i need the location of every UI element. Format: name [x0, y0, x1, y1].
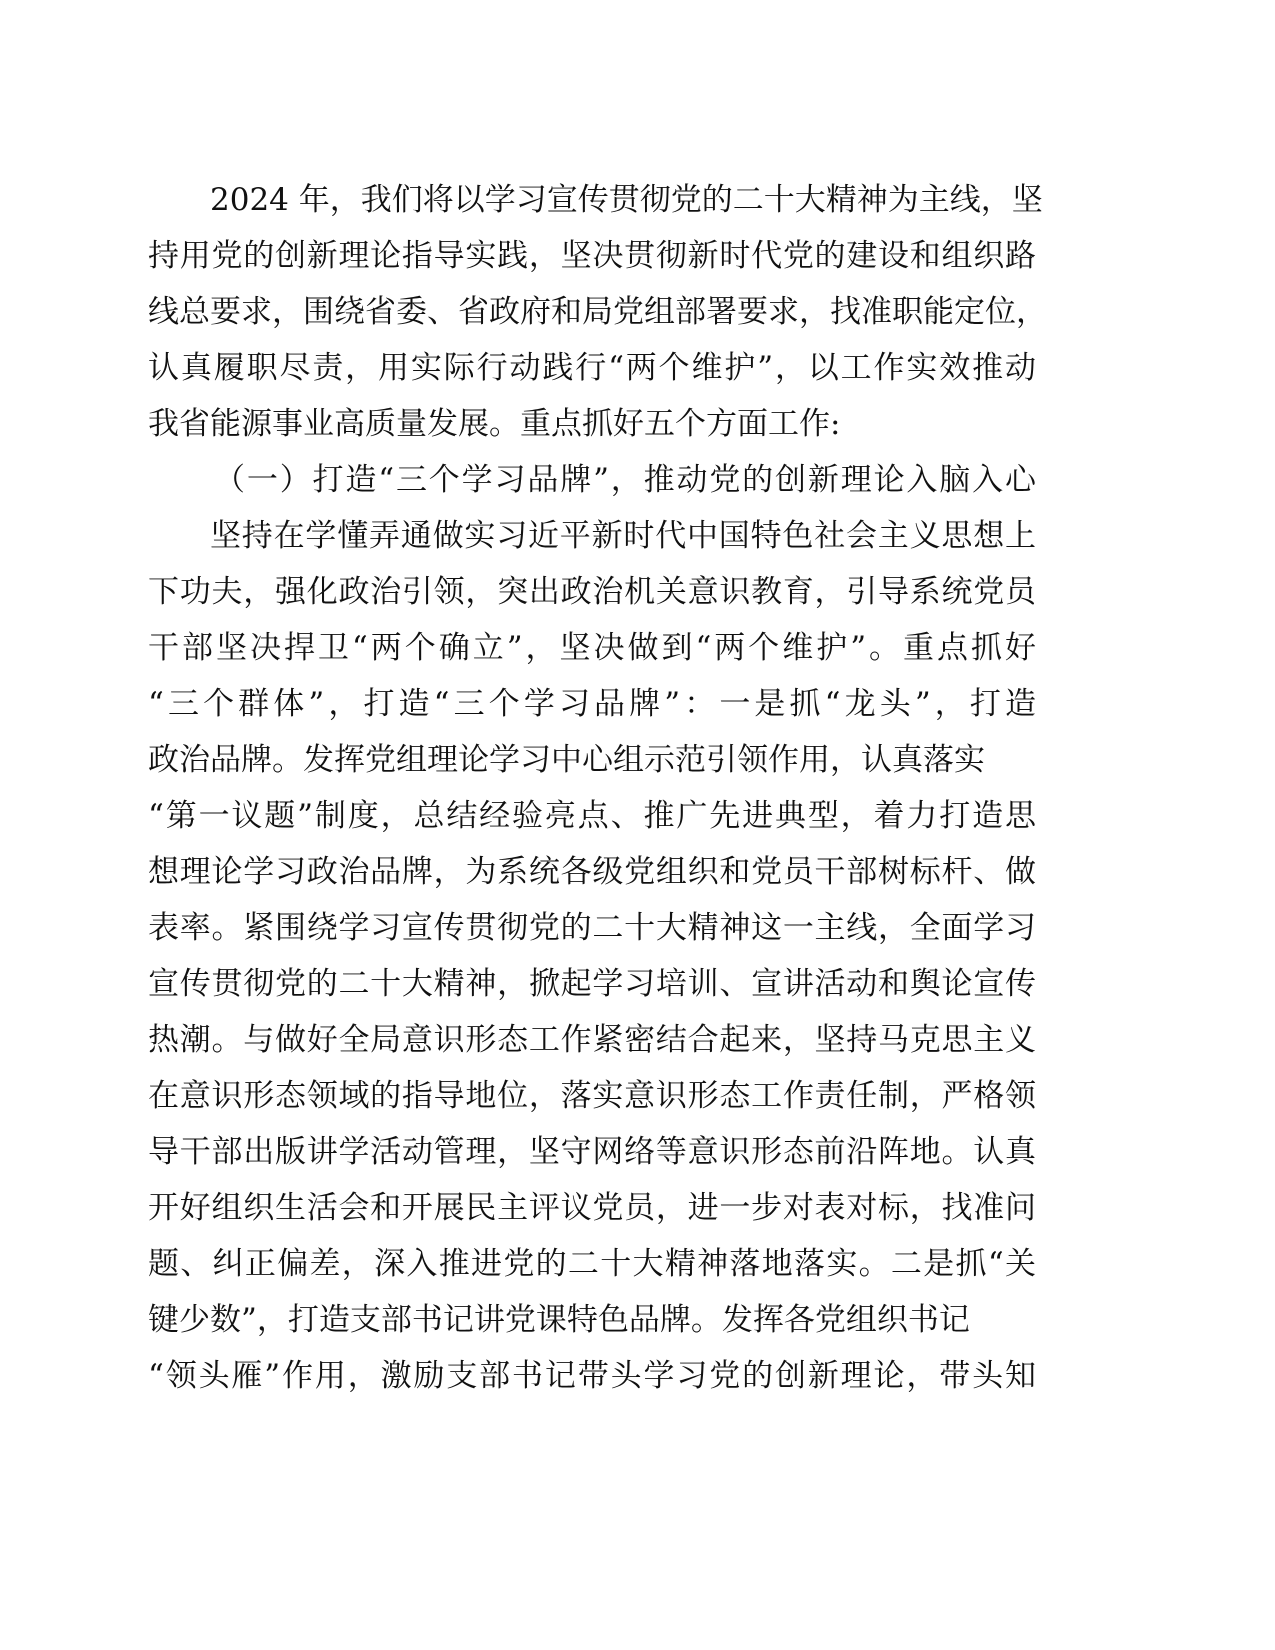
paragraph-line: 想理论学习政治品牌，为系统各级党组织和党员干部树标杆、做	[148, 854, 1036, 890]
paragraph-line: 干部坚决捍卫“两个确立”，坚决做到“两个维护”。重点抓好	[148, 630, 1036, 666]
paragraph-line: 下功夫，强化政治引领，突出政治机关意识教育，引导系统党员	[148, 574, 1036, 610]
paragraph-line: 我省能源事业高质量发展。重点抓好五个方面工作:	[148, 406, 841, 442]
paragraph-line: 导干部出版讲学活动管理，坚守网络等意识形态前沿阵地。认真	[148, 1134, 1036, 1170]
section-heading: （一）打造“三个学习品牌”，推动党的创新理论入脑入心	[214, 462, 1036, 498]
paragraph-line: 认真履职尽责，用实际行动践行“两个维护”，以工作实效推动	[148, 350, 1036, 386]
paragraph-line: 题、纠正偏差，深入推进党的二十大精神落地落实。二是抓“关	[148, 1246, 1036, 1282]
paragraph-line: 2024 年，我们将以学习宣传贯彻党的二十大精神为主线，坚	[210, 182, 1043, 218]
paragraph-line: 开好组织生活会和开展民主评议党员，进一步对表对标，找准问	[148, 1190, 1036, 1226]
paragraph-line: “三个群体”，打造“三个学习品牌”：一是抓“龙头”，打造	[148, 686, 1036, 722]
paragraph-line: “领头雁”作用，激励支部书记带头学习党的创新理论，带头知	[148, 1358, 1036, 1394]
paragraph-line: 宣传贯彻党的二十大精神，掀起学习培训、宣讲活动和舆论宣传	[148, 966, 1036, 1002]
paragraph-line: 键少数”，打造支部书记讲党课特色品牌。发挥各党组织书记	[148, 1302, 970, 1338]
paragraph-line: 表率。紧围绕学习宣传贯彻党的二十大精神这一主线，全面学习	[148, 910, 1036, 946]
paragraph-line: 持用党的创新理论指导实践，坚决贯彻新时代党的建设和组织路	[148, 238, 1036, 274]
paragraph-line: 线总要求，围绕省委、省政府和局党组部署要求，找准职能定位，	[148, 294, 1047, 330]
body-text	[148, 172, 1047, 1404]
paragraph-line: 政治品牌。发挥党组理论学习中心组示范引领作用，认真落实	[148, 742, 985, 778]
paragraph-line: 热潮。与做好全局意识形态工作紧密结合起来，坚持马克思主义	[148, 1022, 1036, 1058]
paragraph-line: 在意识形态领域的指导地位，落实意识形态工作责任制，严格领	[148, 1078, 1036, 1114]
paragraph-line: 坚持在学懂弄通做实习近平新时代中国特色社会主义思想上	[210, 518, 1036, 554]
paragraph-line: “第一议题”制度，总结经验亮点、推广先进典型，着力打造思	[148, 798, 1036, 834]
